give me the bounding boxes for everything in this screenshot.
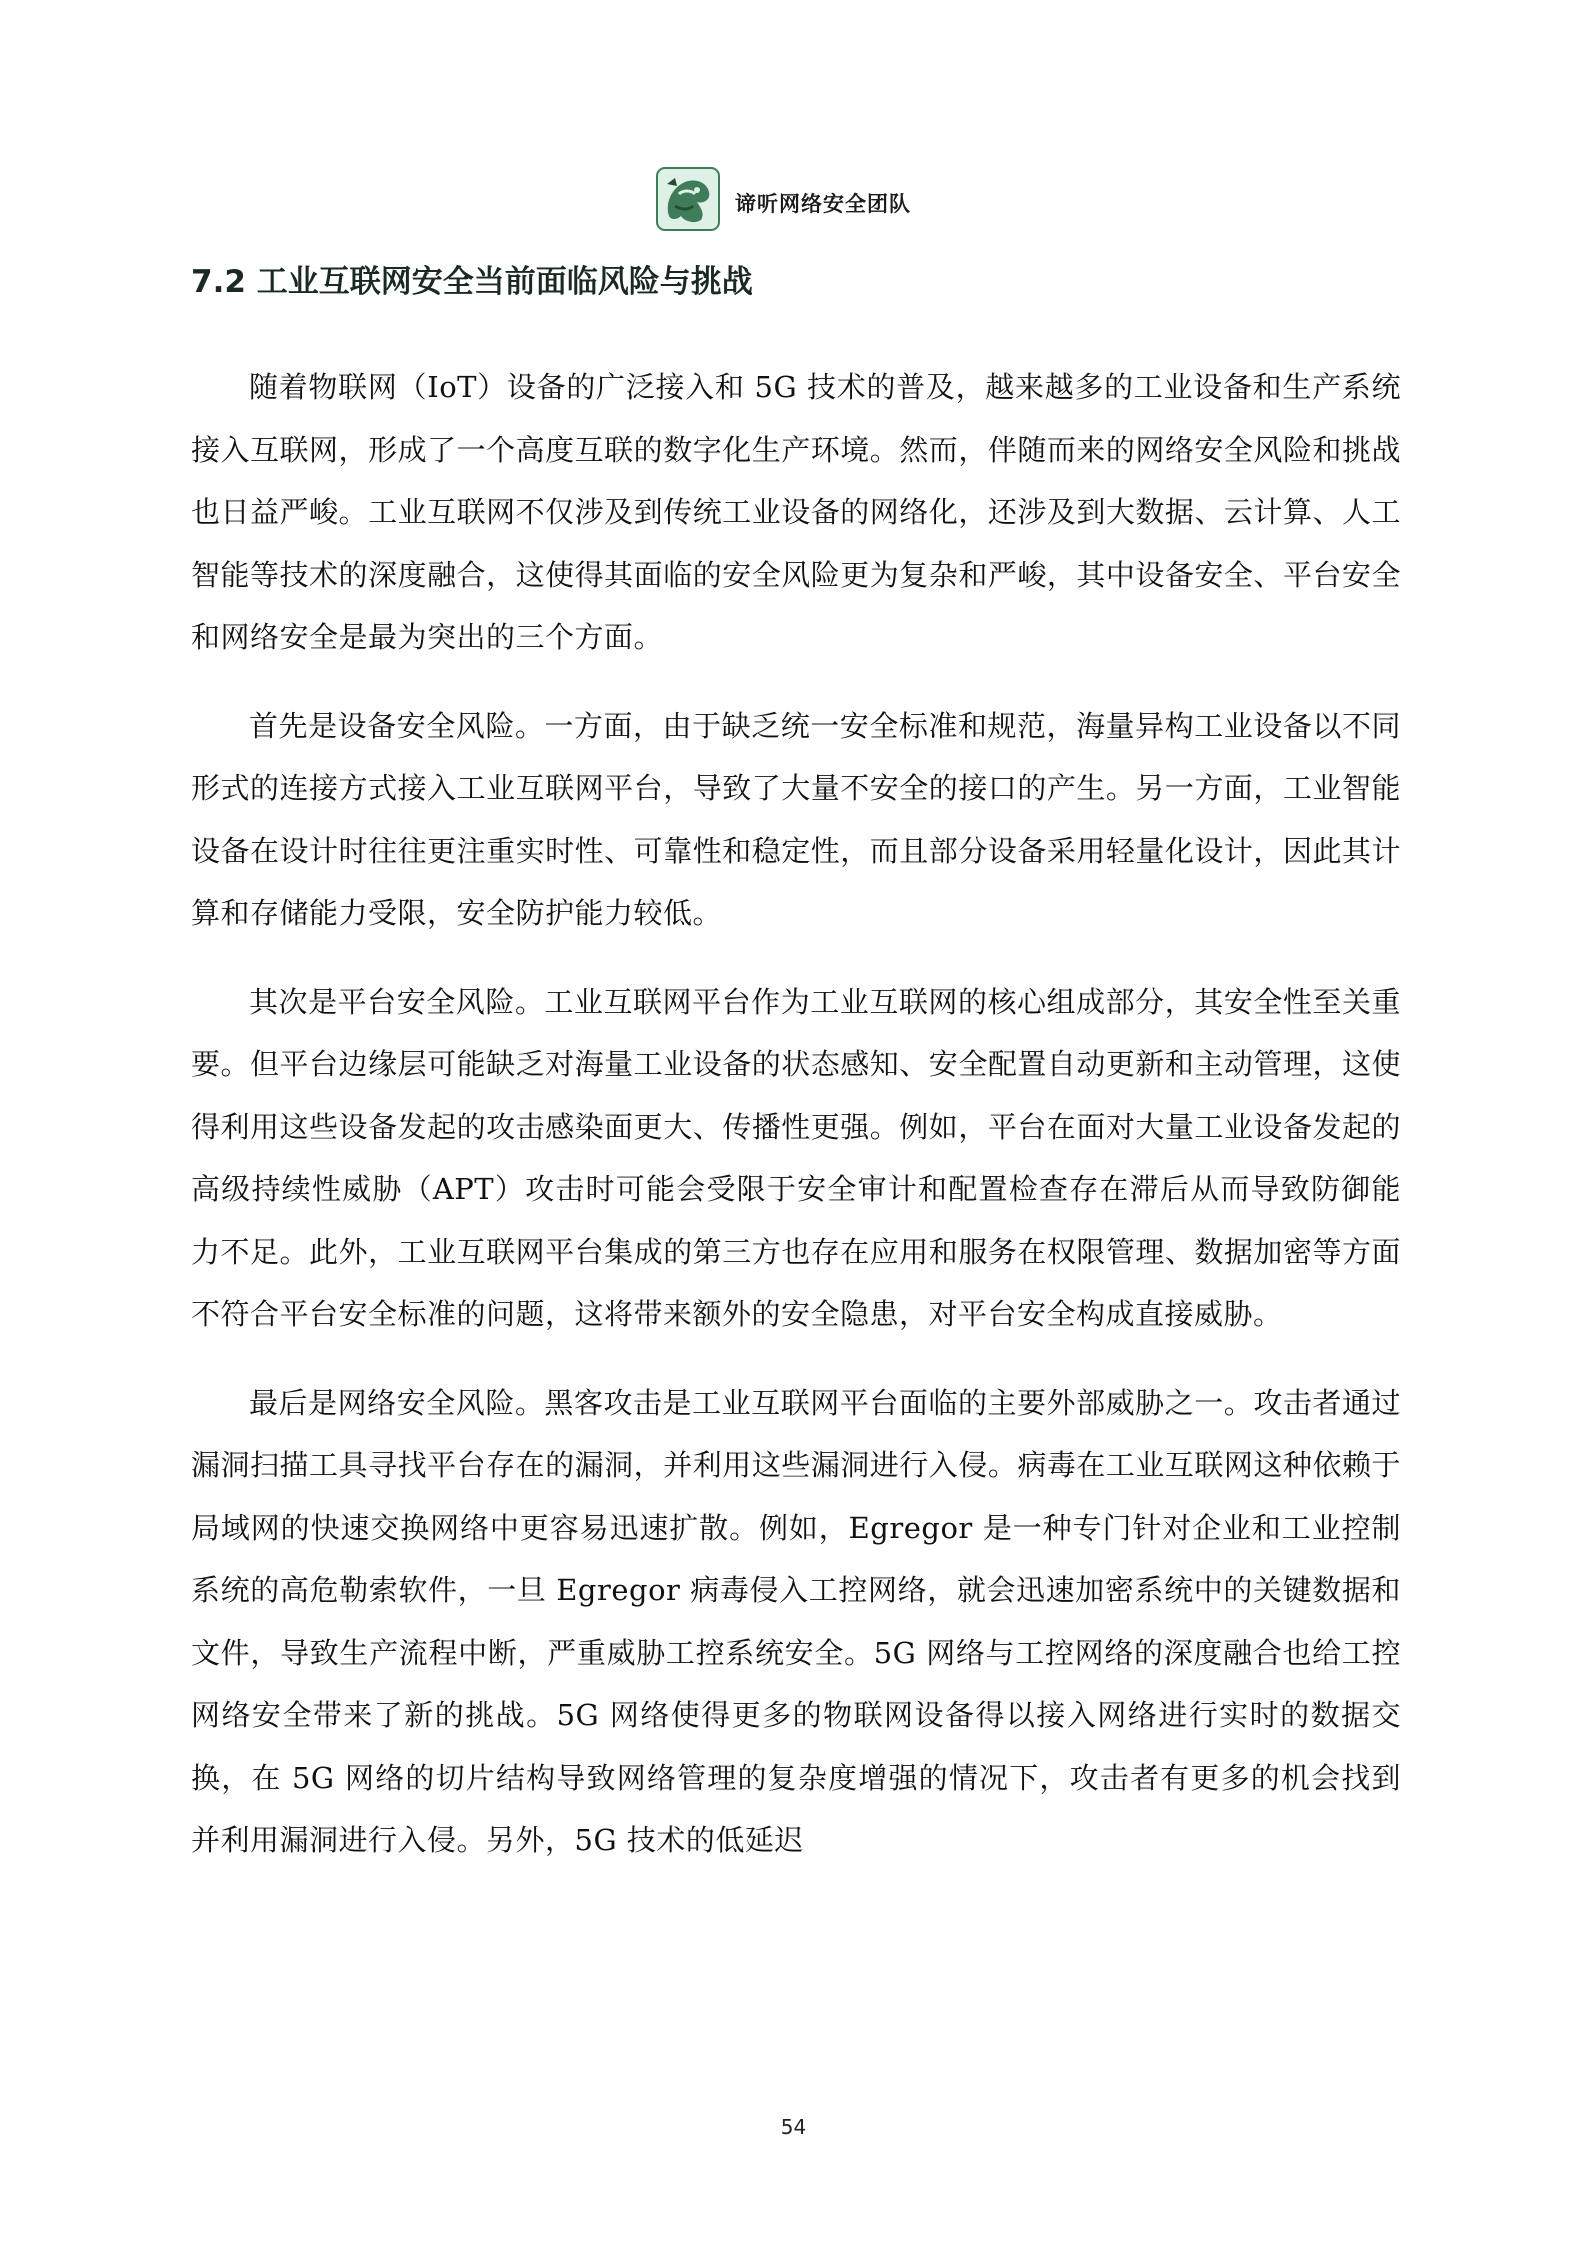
page-header — [655, 164, 911, 234]
paragraph-network-security: 最后是网络安全风险。黑客攻击是工业互联网平台面临的主要外部威胁之一。攻击者通过漏洞扫描工具寻找平台存在的漏洞，并利用这些漏洞进行入侵。病毒在工业互联网这种依赖于局域网的快速交换网络中更容易迅速扩散。例如，Egregor 是一种专门针对企业和工业控制系统的高危勒索软件，一旦 Egregor 病毒侵入工控网络，就会迅速加密系统中的关键数据和文件，导致生产流程中断，严重威胁工控系统安全。5G 网络与工控网络的深度融合也给工控网络安全带来了新的挑战。5G 网络使得更多的物联网设备得以接入网络进行实时的数据交换，在 5G 网络的切片结构导致网络管理的复杂度增强的情况下，攻击者有更多的机会找到并利用漏洞进行入侵。另外，5G 技术的低延迟 — [191, 1385, 1401, 1857]
page-number: 54 — [780, 2115, 807, 2139]
section-title: 7.2 工业互联网安全当前面临风险与挑战 — [191, 264, 753, 300]
dragon-seal-logo-icon — [655, 166, 721, 232]
body-content — [191, 356, 1401, 1898]
paragraph-intro: 随着物联网（IoT）设备的广泛接入和 5G 技术的普及，越来越多的工业设备和生产系统接入互联网，形成了一个高度互联的数字化生产环境。然而，伴随而来的网络安全风险和挑战也日益严峻。工业互联网不仅涉及到传统工业设备的网络化，还涉及到大数据、云计算、人工智能等技术的深度融合，这使得其面临的安全风险更为复杂和严峻，其中设备安全、平台安全和网络安全是最为突出的三个方面。 — [191, 370, 1401, 654]
org-name: 谛听网络安全团队 — [735, 192, 911, 216]
paragraph-device-security: 首先是设备安全风险。一方面，由于缺乏统一安全标准和规范，海量异构工业设备以不同形式的连接方式接入工业互联网平台，导致了大量不安全的接口的产生。另一方面，工业智能设备在设计时往往更注重实时性、可靠性和稳定性，而且部分设备采用轻量化设计，因此其计算和存储能力受限，安全防护能力较低。 — [191, 708, 1401, 930]
paragraph-platform-security: 其次是平台安全风险。工业互联网平台作为工业互联网的核心组成部分，其安全性至关重要。但平台边缘层可能缺乏对海量工业设备的状态感知、安全配置自动更新和主动管理，这使得利用这些设备发起的攻击感染面更大、传播性更强。例如，平台在面对大量工业设备发起的高级持续性威胁（APT）攻击时可能会受限于安全审计和配置检查存在滞后从而导致防御能力不足。此外，工业互联网平台集成的第三方也存在应用和服务在权限管理、数据加密等方面不符合平台安全标准的问题，这将带来额外的安全隐患，对平台安全构成直接威胁。 — [191, 984, 1401, 1331]
